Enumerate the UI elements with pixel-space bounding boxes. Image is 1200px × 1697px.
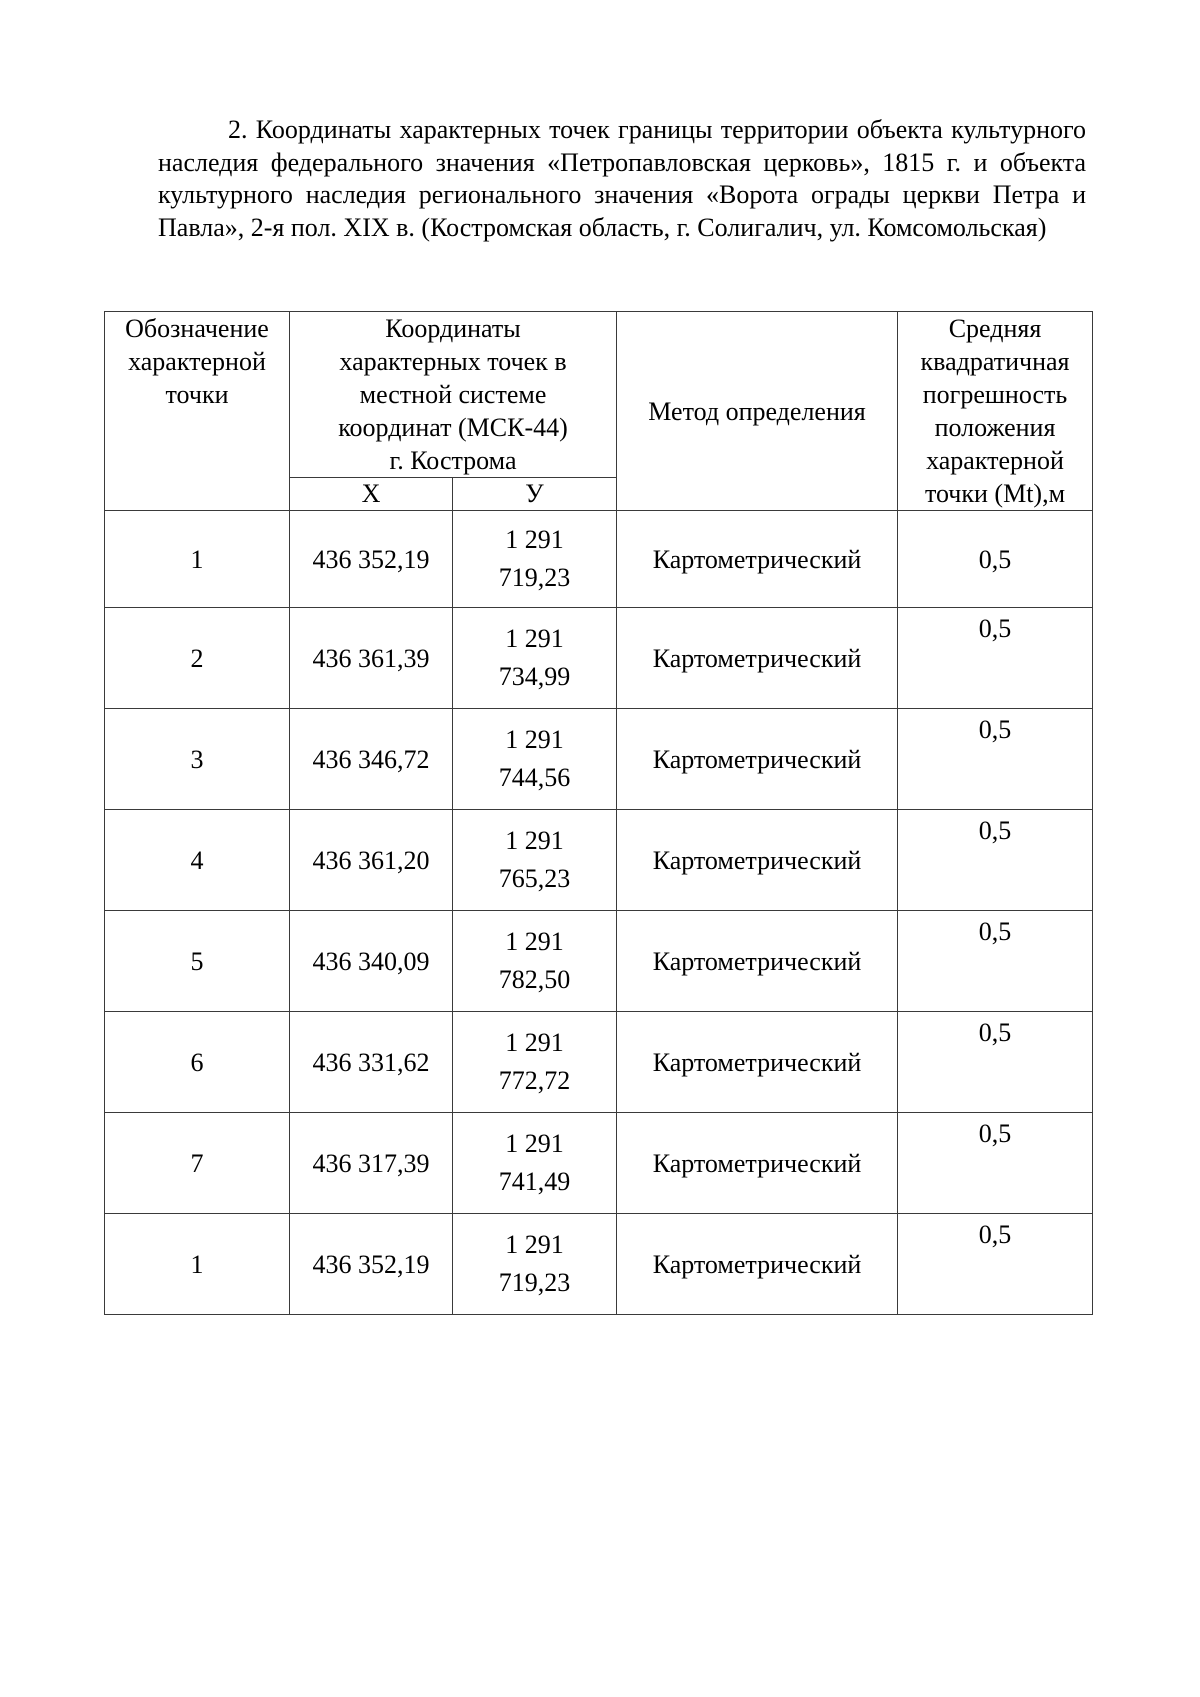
cell-y [453, 511, 617, 608]
cell-x: 436 361,20 [290, 810, 453, 911]
section-heading: 2. Координаты характерных точек границы территории объекта культурного наследия федерального значения «Петропавловская церковь», 1815 г. и объекта культурного наследия регионального значения «Ворота ограды церкви Петра и Павла», 2-я пол. XIX в. (Костромская область, г. Солигалич, ул. Комсомольская) [158, 115, 1086, 242]
table-row [105, 1012, 1093, 1113]
cell-y-line: 741,49 [498, 1167, 571, 1196]
cell-x: 436 331,62 [290, 1012, 453, 1113]
cell-method: Картометрический [617, 1012, 898, 1113]
cell-y-line: 1 291 [505, 624, 564, 653]
cell-point: 6 [105, 1012, 290, 1113]
table-row [105, 511, 1093, 608]
cell-mt: 0,5 [898, 911, 1093, 1012]
cell-y-line: 1 291 [505, 1230, 564, 1259]
cell-x: 436 352,19 [290, 511, 453, 608]
cell-mt: 0,5 [898, 511, 1093, 608]
table-header-row [105, 312, 1093, 478]
cell-mt: 0,5 [898, 1113, 1093, 1214]
cell-method: Картометрический [617, 911, 898, 1012]
cell-y-line: 1 291 [505, 927, 564, 956]
cell-point: 1 [105, 511, 290, 608]
cell-mt: 0,5 [898, 1012, 1093, 1113]
header-coords-line: координат (МСК-44) [338, 413, 568, 442]
cell-y-line: 765,23 [498, 864, 571, 893]
header-error-line: точки (Mt),м [924, 479, 1066, 508]
cell-mt: 0,5 [898, 1214, 1093, 1315]
cell-y [453, 1214, 617, 1315]
cell-point: 7 [105, 1113, 290, 1214]
cell-x: 436 340,09 [290, 911, 453, 1012]
header-coordinates [290, 312, 617, 478]
table-row [105, 709, 1093, 810]
cell-method: Картометрический [617, 511, 898, 608]
header-error-line: погрешность [922, 380, 1068, 409]
cell-method: Картометрический [617, 1113, 898, 1214]
cell-y [453, 810, 617, 911]
cell-mt: 0,5 [898, 709, 1093, 810]
header-point-designation [105, 312, 290, 511]
cell-y [453, 709, 617, 810]
cell-point: 3 [105, 709, 290, 810]
header-error-line: Средняя [948, 314, 1042, 343]
cell-y-line: 1 291 [505, 1129, 564, 1158]
header-coords-line: Координаты [385, 314, 521, 343]
cell-y-line: 1 291 [505, 826, 564, 855]
header-coords-line: г. Кострома [389, 446, 517, 475]
cell-y-line: 719,23 [498, 563, 571, 592]
header-mean-square-error [898, 312, 1093, 511]
cell-y-line: 734,99 [498, 662, 571, 691]
header-x: X [290, 478, 453, 511]
header-error-line: квадратичная [920, 347, 1070, 376]
header-coords-line: местной системе [359, 380, 547, 409]
header-error-line: положения [934, 413, 1056, 442]
header-point-line: точки [165, 380, 229, 409]
header-coords-line: характерных точек в [339, 347, 567, 376]
cell-method: Картометрический [617, 1214, 898, 1315]
header-error-line: характерной [926, 446, 1064, 475]
header-y: У [453, 478, 617, 511]
cell-y-line: 772,72 [498, 1066, 571, 1095]
cell-method: Картометрический [617, 709, 898, 810]
cell-point: 5 [105, 911, 290, 1012]
cell-y [453, 608, 617, 709]
cell-y-line: 1 291 [505, 1028, 564, 1057]
cell-x: 436 352,19 [290, 1214, 453, 1315]
table-row [105, 911, 1093, 1012]
cell-point: 1 [105, 1214, 290, 1315]
cell-y-line: 744,56 [498, 763, 571, 792]
cell-method: Картометрический [617, 810, 898, 911]
cell-x: 436 346,72 [290, 709, 453, 810]
cell-method: Картометрический [617, 608, 898, 709]
cell-mt: 0,5 [898, 810, 1093, 911]
table-row [105, 1113, 1093, 1214]
header-point-line: характерной [128, 347, 266, 376]
table-row [105, 810, 1093, 911]
cell-y-line: 782,50 [498, 965, 571, 994]
header-point-line: Обозначение [125, 314, 269, 343]
cell-mt: 0,5 [898, 608, 1093, 709]
cell-x: 436 361,39 [290, 608, 453, 709]
cell-y [453, 1012, 617, 1113]
table-row [105, 1214, 1093, 1315]
cell-y-line: 1 291 [505, 725, 564, 754]
cell-y-line: 1 291 [505, 525, 564, 554]
header-method: Метод определения [617, 312, 898, 511]
cell-y [453, 1113, 617, 1214]
cell-y [453, 911, 617, 1012]
cell-point: 2 [105, 608, 290, 709]
cell-point: 4 [105, 810, 290, 911]
cell-x: 436 317,39 [290, 1113, 453, 1214]
coordinates-table [104, 311, 1093, 1315]
cell-y-line: 719,23 [498, 1268, 571, 1297]
table-row [105, 608, 1093, 709]
